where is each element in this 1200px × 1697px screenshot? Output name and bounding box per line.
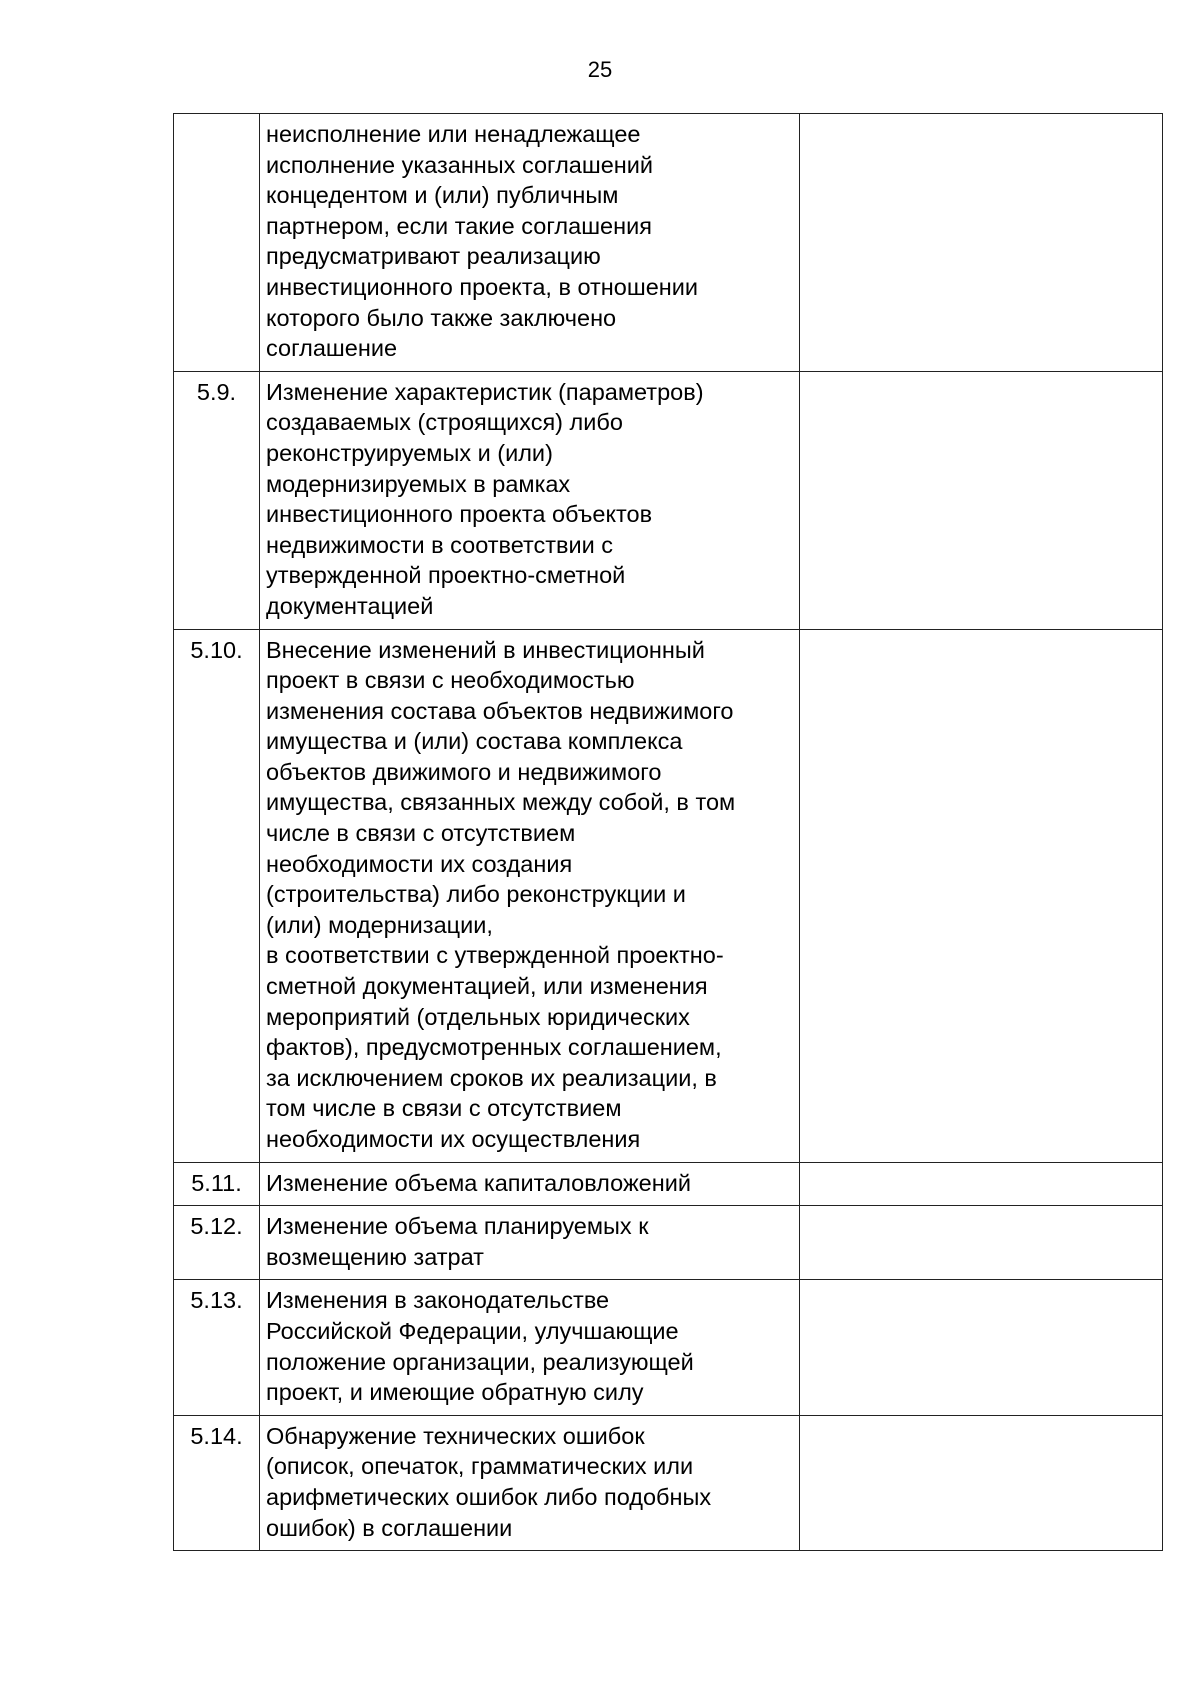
- row-note: [800, 371, 1163, 629]
- row-description: [260, 1415, 800, 1550]
- table-row: [174, 1415, 1163, 1550]
- row-number: 5.12.: [174, 1206, 260, 1280]
- table-row: [174, 371, 1163, 629]
- row-note: [800, 629, 1163, 1162]
- page-number: 25: [587, 57, 613, 82]
- row-description-text: Внесение изменений в инвестиционный проект в связи с необходимостью изменения состава объектов недвижимого имущества и (или) состава комплекса объектов движимого и недвижимого имущества, связанных между собой, в том числе в связи с отсутствием необходимости их создания (строительства) либо реконструкции и (или) модернизации, в соответствии с утвержденной проектно- сметной документацией, или изменения мероприятий (отдельных юридических фактов), предусмотренных соглашением, за исключением сроков их реализации, в том числе в связи с отсутствием необходимости их осуществления: [266, 636, 736, 1152]
- changes-table: [173, 113, 1163, 1551]
- row-number: 5.11.: [174, 1162, 260, 1206]
- row-number: 5.9.: [174, 371, 260, 629]
- table-row: [174, 1162, 1163, 1206]
- row-description-text: Изменение объема планируемых к возмещению затрат: [266, 1213, 649, 1270]
- row-note: [800, 1206, 1163, 1280]
- table-row: [174, 1280, 1163, 1415]
- row-note: [800, 1280, 1163, 1415]
- row-description: [260, 371, 800, 629]
- row-description-text: Изменение характеристик (параметров) создаваемых (строящихся) либо реконструируемых и (или) модернизируемых в рамках инвестиционного проекта объектов недвижимости в соответствии с утвержденной проектно-сметной документацией: [266, 378, 704, 619]
- row-description-text: Изменение объема капиталовложений: [266, 1169, 691, 1196]
- row-description-text: Изменения в законодательстве Российской Федерации, улучшающие положение организации, реализующей проект, и имеющие обратную силу: [266, 1287, 694, 1406]
- row-description: [260, 114, 800, 372]
- row-note: [800, 1162, 1163, 1206]
- row-description-text: неисполнение или ненадлежащее исполнение указанных соглашений концедентом и (или) публичным партнером, если такие соглашения предусматривают реализацию инвестиционного проекта, в отношении которого было также заключено соглашение: [266, 121, 699, 362]
- row-number: 5.14.: [174, 1415, 260, 1550]
- row-note: [800, 114, 1163, 372]
- table-row: [174, 114, 1163, 372]
- row-number: 5.10.: [174, 629, 260, 1162]
- row-number: [174, 114, 260, 372]
- row-description: [260, 1280, 800, 1415]
- row-number: 5.13.: [174, 1280, 260, 1415]
- row-description: [260, 1162, 800, 1206]
- row-description-text: Обнаружение технических ошибок (описок, опечаток, грамматических или арифметических ошибок либо подобных ошибок) в соглашении: [266, 1422, 712, 1541]
- table-row: [174, 629, 1163, 1162]
- row-description: [260, 629, 800, 1162]
- row-description: [260, 1206, 800, 1280]
- row-note: [800, 1415, 1163, 1550]
- table-row: [174, 1206, 1163, 1280]
